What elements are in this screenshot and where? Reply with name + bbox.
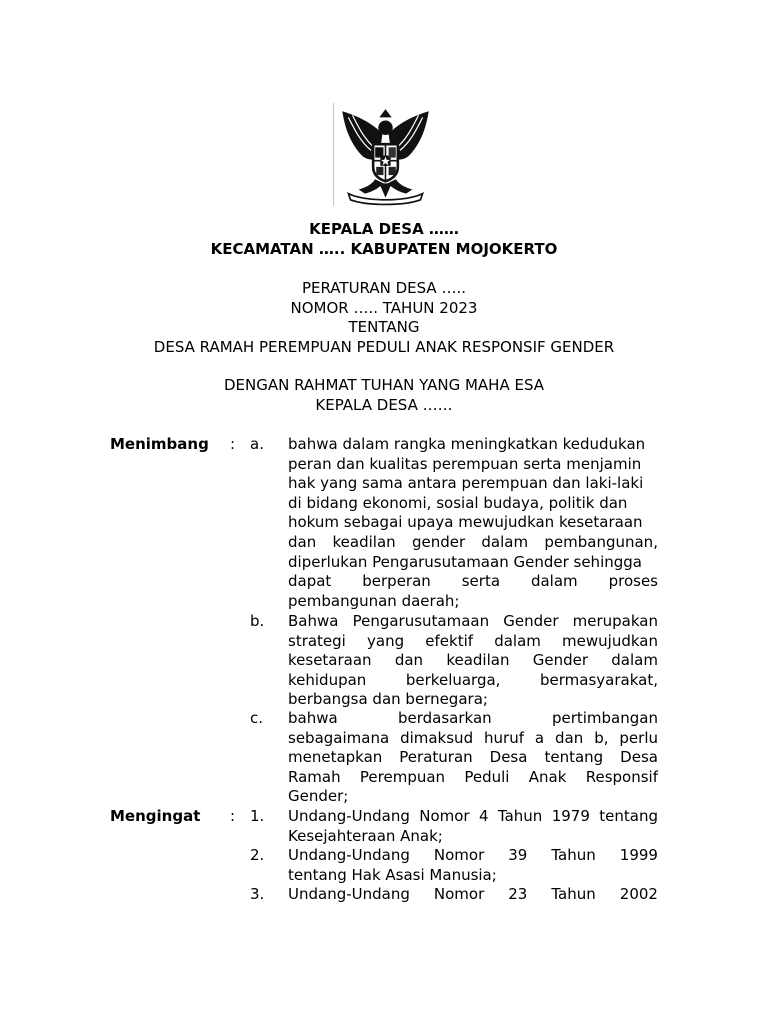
item-marker: 1. — [250, 807, 265, 825]
word: dalam — [481, 532, 529, 551]
word: merupakan — [572, 612, 658, 630]
word: keadilan — [332, 532, 396, 551]
word: 4 — [478, 807, 489, 825]
word: kehidupan — [288, 670, 367, 689]
word: tentang — [599, 807, 658, 825]
title-number-year: NOMOR ….. TAHUN 2023 — [290, 298, 478, 317]
list-item — [288, 885, 658, 905]
word: berperan — [362, 572, 431, 591]
word: Nomor — [433, 846, 485, 864]
item-marker: b. — [250, 612, 265, 630]
word: Gender — [503, 612, 559, 630]
item-marker: 2. — [250, 846, 265, 864]
preamble-authority: KEPALA DESA …… — [315, 395, 453, 414]
word: Gender — [532, 651, 589, 670]
word: pembangunan, — [544, 532, 658, 551]
text-line: bahwa dalam rangka meningkatkan kedudukan — [288, 435, 646, 453]
word: Pengarusutamaan — [352, 612, 490, 630]
text-line — [288, 709, 658, 729]
word: Ramah — [288, 767, 341, 786]
word: Peraturan — [399, 748, 473, 767]
text-line — [288, 671, 658, 691]
word: Undang-Undang — [288, 885, 410, 903]
word: Responsif — [585, 767, 658, 786]
word: Tahun — [551, 846, 596, 864]
word: berdasarkan — [397, 709, 492, 727]
word: dalam — [611, 651, 658, 670]
word: dapat — [288, 572, 332, 591]
text-line: di bidang ekonomi, sosial budaya, politik dan — [288, 493, 628, 512]
header-district: KECAMATAN ….. KABUPATEN MOJOKERTO — [210, 239, 558, 258]
document-header — [0, 220, 768, 259]
title-subject: DESA RAMAH PEREMPUAN PEDULI ANAK RESPONSIF GENDER — [153, 337, 615, 356]
word: Undang-Undang — [288, 807, 410, 825]
text-line — [288, 768, 658, 788]
word: b, — [594, 728, 609, 747]
word: 1999 — [619, 846, 658, 864]
text-line — [288, 729, 658, 749]
word: Nomor — [433, 885, 485, 903]
word: Anak — [528, 767, 567, 786]
text-line — [288, 885, 658, 905]
preamble-invocation: DENGAN RAHMAT TUHAN YANG MAHA ESA — [223, 376, 545, 394]
word: Peduli — [464, 767, 510, 786]
text-line: diperlukan Pengarusutamaan Gender sehingga — [288, 552, 642, 571]
text-line: hokum sebagai upaya mewujudkan kesetaraan — [288, 513, 643, 532]
list-item — [288, 807, 658, 846]
word: strategi — [288, 631, 346, 650]
word: a — [534, 728, 545, 747]
word: menetapkan — [288, 748, 383, 767]
word: dan — [555, 728, 584, 747]
word: dimaksud — [400, 728, 474, 747]
header-authority: KEPALA DESA …… — [309, 220, 459, 238]
word: sebagaimana — [288, 728, 390, 747]
preamble — [0, 376, 768, 415]
word: Perempuan — [359, 767, 446, 786]
word: dan — [288, 532, 317, 551]
section-label-mengingat: Mengingat — [110, 807, 201, 825]
word: Bahwa — [288, 612, 339, 630]
text-line: Kesejahteraan Anak; — [288, 826, 443, 845]
item-marker: a. — [250, 435, 264, 453]
list-item — [288, 709, 658, 807]
item-marker: 3. — [250, 885, 265, 903]
regulation-title — [0, 279, 768, 357]
text-line — [288, 807, 658, 827]
text-line — [288, 572, 658, 592]
word: proses — [608, 572, 658, 591]
section-label-menimbang: Menimbang — [110, 435, 209, 453]
text-line — [288, 612, 658, 632]
word: dan — [394, 651, 424, 670]
word: 1979 — [551, 807, 590, 825]
word: mewujudkan — [562, 631, 658, 650]
word: dalam — [494, 631, 541, 650]
text-line: hak yang sama antara perempuan dan laki-laki — [288, 474, 644, 493]
word: huruf — [484, 728, 524, 747]
text-line — [288, 632, 658, 652]
text-line — [288, 846, 658, 866]
word: dalam — [530, 572, 578, 591]
word: 23 — [508, 885, 528, 903]
word: Desa — [620, 748, 658, 767]
title-regulation: PERATURAN DESA ….. — [301, 279, 467, 297]
garuda-emblem-icon — [333, 103, 437, 206]
section-colon: : — [230, 435, 236, 453]
text-line — [288, 533, 658, 553]
word: bahwa — [288, 709, 338, 727]
word: serta — [461, 572, 501, 591]
text-line — [288, 748, 658, 768]
text-line: peran dan kualitas perempuan serta menjamin — [288, 454, 642, 473]
word: Tahun — [551, 885, 596, 903]
word: Desa — [489, 748, 528, 767]
list-item — [288, 435, 658, 611]
word: Undang-Undang — [288, 846, 410, 864]
word: pertimbangan — [551, 709, 658, 727]
word: keadilan — [446, 651, 510, 670]
word: berkeluarga, — [405, 670, 501, 689]
list-item — [288, 612, 658, 710]
word: yang — [367, 631, 405, 650]
word: tentang — [544, 748, 604, 767]
word: Tahun — [497, 807, 543, 825]
title-about: TENTANG — [348, 318, 420, 337]
word: Nomor — [419, 807, 470, 825]
word: 2002 — [619, 885, 658, 903]
list-item — [288, 846, 658, 885]
section-colon: : — [230, 807, 236, 825]
text-line — [288, 651, 658, 671]
text-line: berbangsa dan bernegara; — [288, 690, 488, 709]
text-line: pembangunan daerah; — [288, 591, 460, 610]
word: perlu — [619, 728, 658, 747]
word: efektif — [425, 631, 474, 650]
word: gender — [411, 532, 466, 551]
text-line: Gender; — [288, 787, 349, 806]
word: kesetaraan — [288, 651, 372, 670]
word: 39 — [508, 846, 528, 864]
item-marker: c. — [250, 709, 264, 727]
word: bermasyarakat, — [540, 670, 658, 689]
text-line: tentang Hak Asasi Manusia; — [288, 865, 497, 884]
